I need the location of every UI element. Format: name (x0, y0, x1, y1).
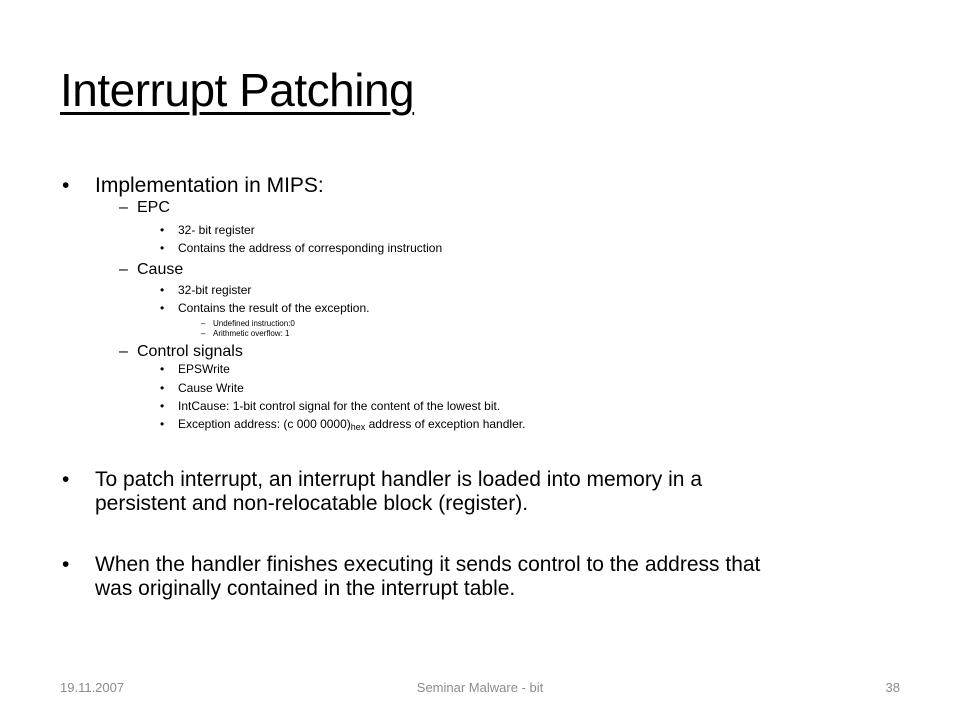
subitem-text: Control signals (137, 343, 243, 360)
dash-mark: – (201, 319, 206, 328)
hex-subscript: hex (350, 422, 366, 432)
detail-text: Cause Write (178, 381, 244, 395)
bullet-mark: • (160, 283, 165, 297)
bullet-text: Implementation in MIPS: (95, 174, 324, 197)
bullet-mark: • (160, 399, 165, 413)
bullet-mark: • (160, 362, 165, 376)
bullet-text: persistent and non-relocatable block (register). (95, 492, 529, 515)
bullet-mark: • (62, 553, 70, 576)
detail-text: 32-bit register (178, 283, 252, 297)
footer-date: 19.11.2007 (60, 680, 125, 695)
dash-mark: – (119, 199, 128, 216)
detail-text: 32- bit register (178, 223, 255, 237)
bullet-text: was originally contained in the interrupt table. (95, 577, 516, 600)
bullet-mark: • (160, 223, 165, 237)
bullet-mark: • (160, 381, 165, 395)
bullet-mark: • (62, 174, 70, 197)
bullet-mark: • (160, 417, 165, 431)
detail-text: Undefined instruction:0 (213, 319, 295, 328)
bullet-text: When the handler finishes executing it sends control to the address that (95, 553, 761, 576)
dash-mark: – (201, 329, 206, 338)
dash-mark: – (119, 261, 128, 278)
detail-text (178, 417, 525, 434)
detail-text: IntCause: 1-bit control signal for the content of the lowest bit. (178, 399, 501, 413)
bullet-text: To patch interrupt, an interrupt handler is loaded into memory in a (95, 468, 703, 491)
footer-title: Seminar Malware - bit (416, 680, 544, 695)
exception-address-suffix: address of exception handler. (365, 417, 526, 431)
footer-page-number: 38 (885, 680, 900, 695)
detail-text: EPSWrite (178, 362, 230, 376)
subitem-text: EPC (137, 199, 170, 216)
slide-title: Interrupt Patching (60, 64, 415, 116)
bullet-mark: • (160, 301, 165, 315)
bullet-mark: • (160, 241, 165, 255)
exception-address-prefix: Exception address: (c 000 0000) (178, 417, 351, 431)
detail-text: Arithmetic overflow: 1 (213, 329, 290, 338)
detail-text: Contains the address of corresponding instruction (178, 241, 443, 255)
dash-mark: – (119, 343, 128, 360)
detail-text: Contains the result of the exception. (178, 301, 370, 315)
subitem-text: Cause (137, 261, 184, 278)
bullet-mark: • (62, 468, 70, 491)
